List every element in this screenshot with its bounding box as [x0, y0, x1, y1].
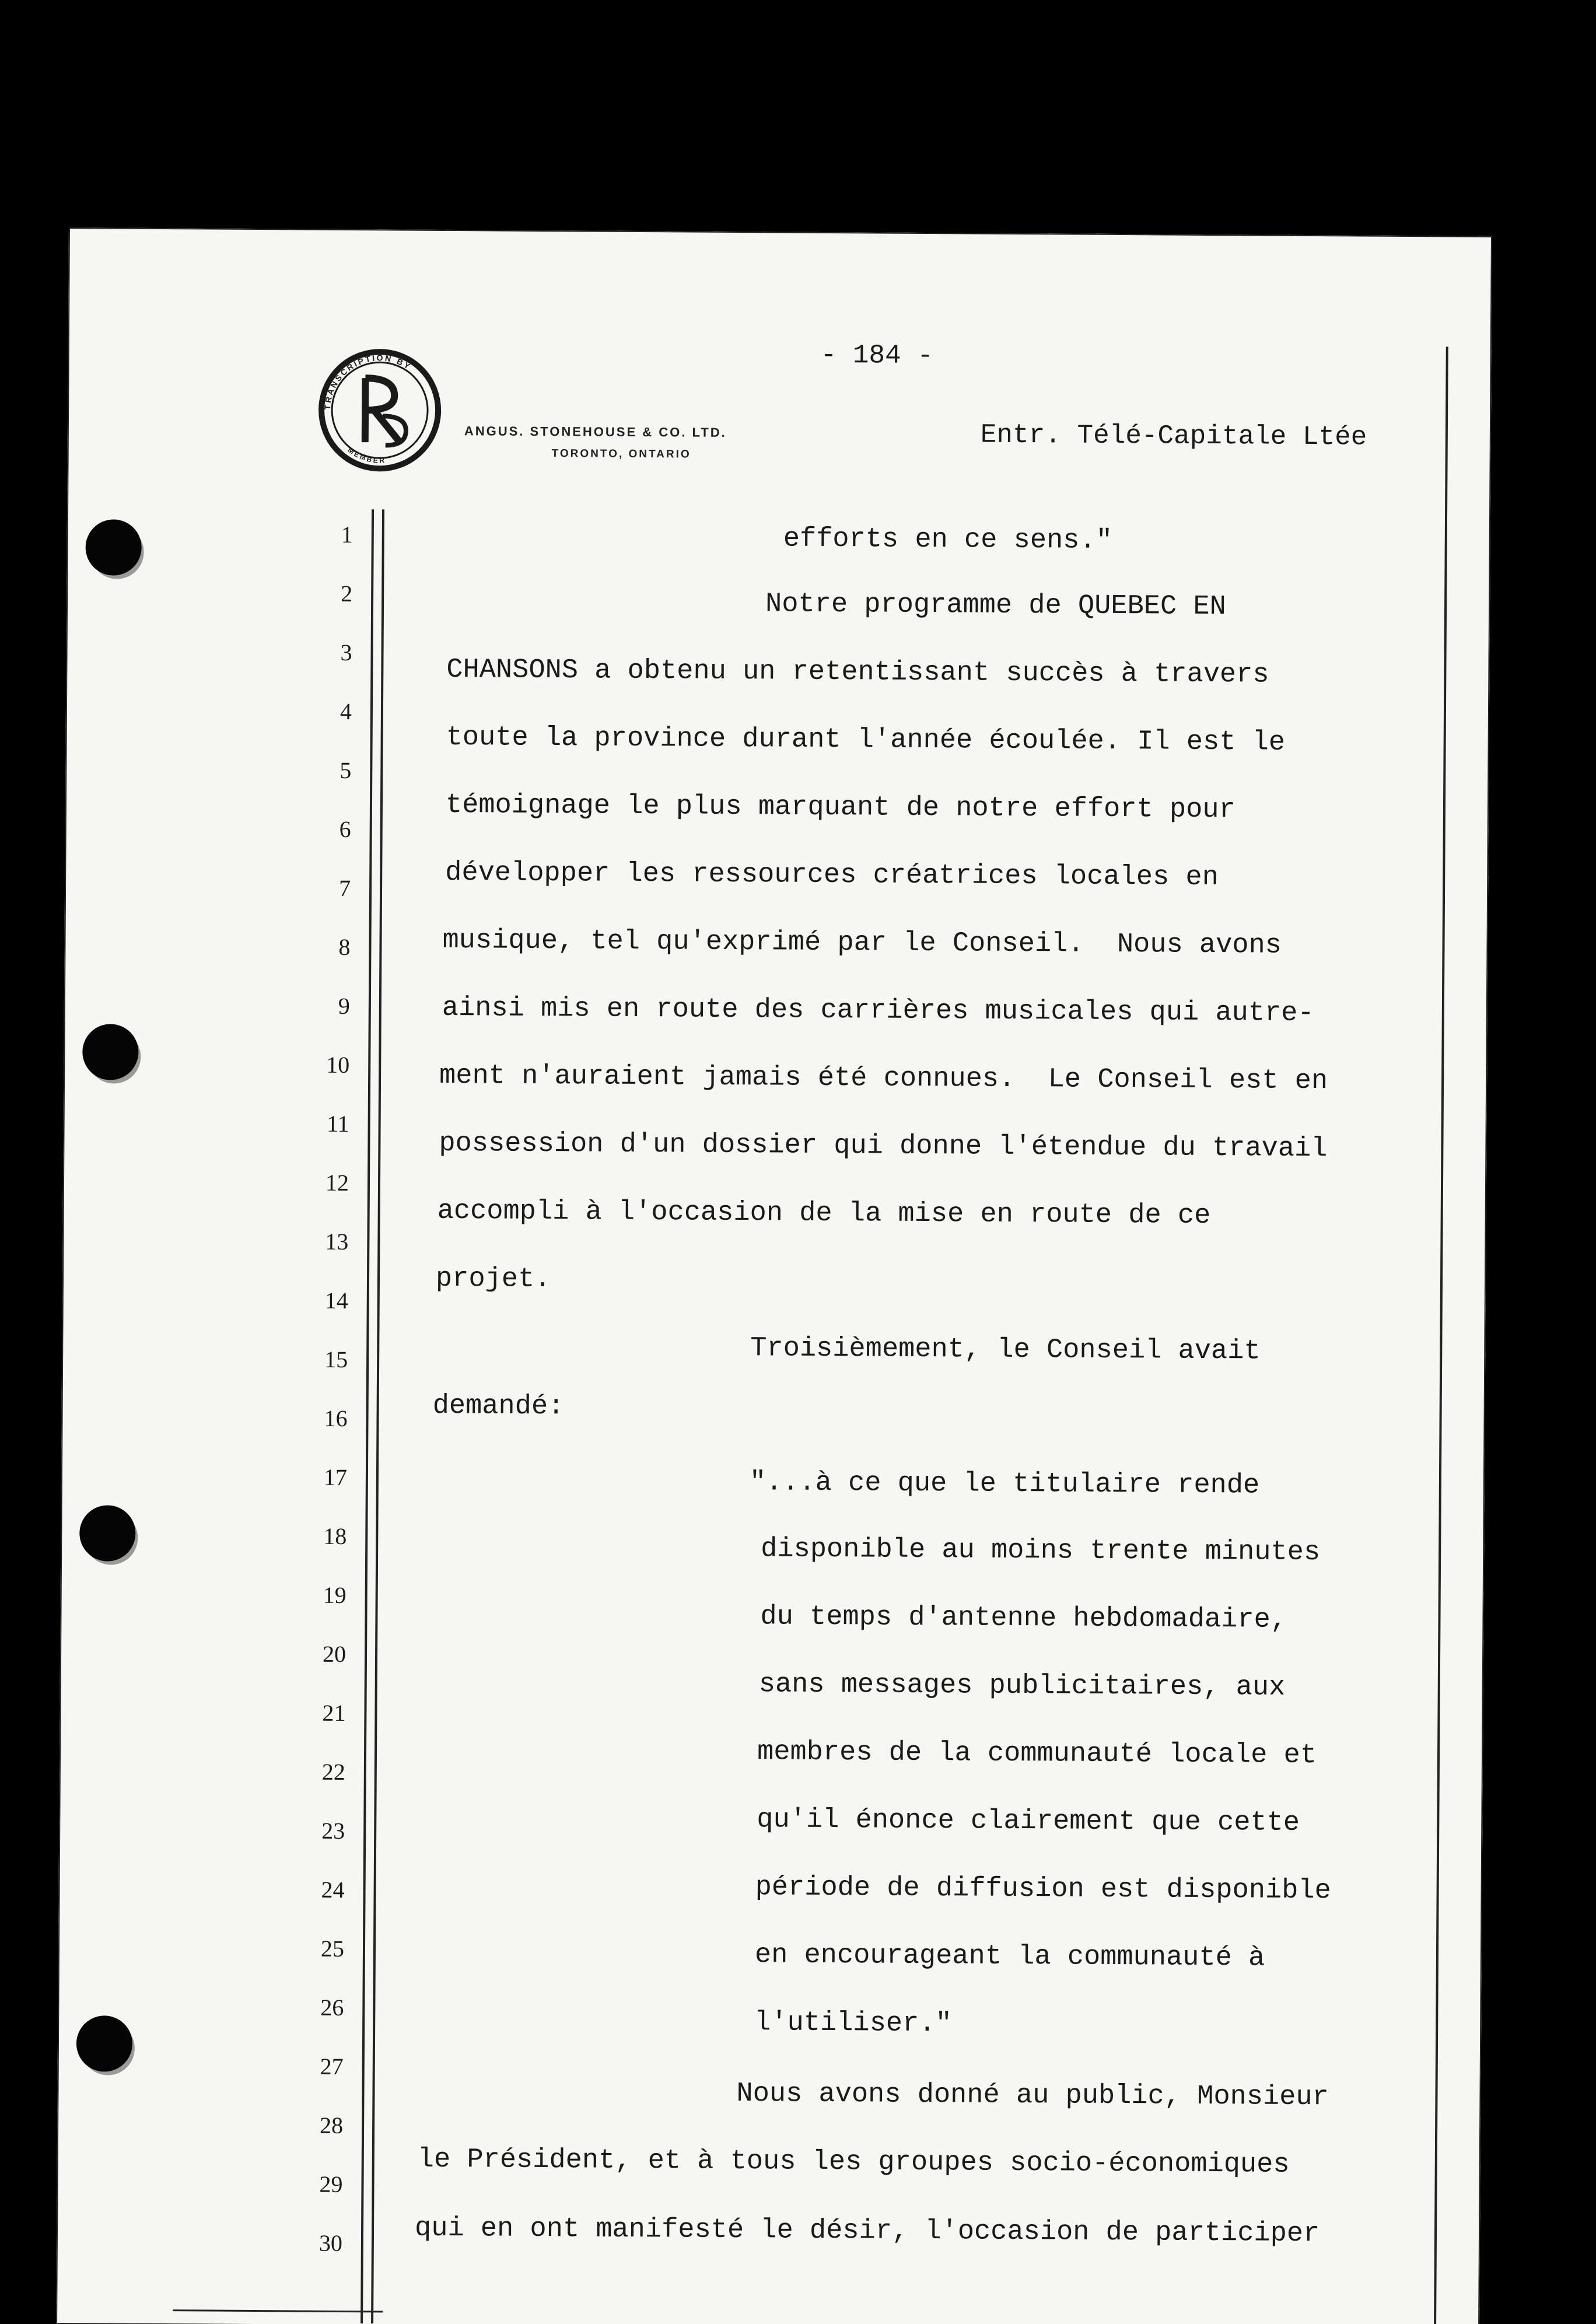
line-number: 21	[322, 1699, 346, 1726]
transcript-line: ment n'auraient jamais été connues. Le Conseil est en	[439, 1060, 1328, 1097]
line-number: 28	[319, 2112, 344, 2138]
line-number: 29	[319, 2171, 343, 2197]
transcript-line: l'utiliser."	[754, 2007, 952, 2040]
line-number: 8	[338, 933, 351, 960]
transcript-line: accompli à l'occasion de la mise en route de ce	[437, 1195, 1211, 1231]
case-title: Entr. Télé-Capitale Ltée	[980, 419, 1367, 453]
company-city: TORONTO, ONTARIO	[551, 447, 691, 461]
line-number: 6	[339, 816, 351, 842]
transcript-line: témoignage le plus marquant de notre effort pour	[445, 789, 1236, 826]
line-number: 5	[340, 757, 352, 783]
transcript-line: disponible au moins trente minutes	[761, 1534, 1321, 1569]
line-number: 14	[324, 1287, 348, 1314]
transcript-line: possession d'un dossier qui donne l'étendue du travail	[439, 1128, 1328, 1165]
line-number: 12	[325, 1169, 349, 1196]
transcript-line: ainsi mis en route des carrières musicales qui autre-	[442, 992, 1314, 1030]
page-number: - 184 -	[820, 340, 934, 372]
transcript-line: qu'il énonce clairement que cette	[757, 1804, 1300, 1839]
transcript-line: projet.	[435, 1263, 551, 1296]
binder-hole	[76, 2015, 133, 2072]
line-number: 24	[321, 1876, 345, 1903]
transcript-line: développer les ressources créatrices locales en	[445, 857, 1219, 894]
line-number: 23	[321, 1817, 345, 1844]
transcript-line: période de diffusion est disponible	[755, 1872, 1331, 1907]
line-number-column	[289, 520, 353, 2256]
transcript-line: CHANSONS a obtenu un retentissant succès à travers	[446, 654, 1269, 691]
line-number: 7	[338, 874, 351, 901]
transcript-line: sans messages publicitaires, aux	[758, 1669, 1286, 1703]
line-number: 27	[320, 2053, 344, 2080]
transcription-seal-logo	[312, 343, 447, 478]
line-number: 2	[341, 580, 353, 607]
line-number: 3	[340, 639, 352, 666]
transcript-line: musique, tel qu'exprimé par le Conseil. Nous avons	[442, 925, 1282, 961]
line-number: 30	[318, 2230, 343, 2256]
line-number: 9	[338, 992, 350, 1019]
svg-text:MEMBER: MEMBER	[346, 446, 387, 465]
line-number: 25	[320, 1935, 345, 1962]
transcript-line: "...à ce que le titulaire rende	[749, 1467, 1260, 1502]
transcript-line: qui en ont manifesté le désir, l'occasion de participer	[414, 2213, 1320, 2250]
transcript-line: du temps d'antenne hebdomadaire,	[760, 1601, 1287, 1636]
right-margin-rule	[1434, 346, 1448, 2324]
transcript-line: toute la province durant l'année écoulée. Il est le	[446, 722, 1286, 758]
line-number: 1	[341, 521, 353, 548]
transcript-line: efforts en ce sens."	[783, 523, 1113, 556]
line-number: 20	[322, 1640, 346, 1667]
line-number: 13	[325, 1228, 349, 1255]
line-number: 26	[320, 1994, 344, 2021]
transcript-line: Troisièmement, le Conseil avait	[750, 1333, 1261, 1367]
line-number: 18	[323, 1522, 347, 1549]
binder-hole	[85, 519, 142, 576]
line-number: 17	[323, 1464, 348, 1490]
svg-text:TRANSCRIPTION BY: TRANSCRIPTION BY	[322, 353, 414, 411]
line-number: 22	[321, 1758, 345, 1785]
transcript-line: en encourageant la communauté à	[754, 1940, 1265, 1974]
transcript-line: demandé:	[432, 1390, 565, 1423]
line-number: 10	[326, 1051, 350, 1078]
line-number: 4	[340, 698, 352, 724]
transcript-line: Notre programme de QUEBEC EN	[765, 589, 1226, 623]
transcript-line: Nous avons donné au public, Monsieur	[736, 2078, 1329, 2113]
line-number: 11	[326, 1110, 349, 1137]
transcript-page	[56, 228, 1492, 2324]
company-name: ANGUS. STONEHOUSE & CO. LTD.	[464, 424, 727, 440]
transcript-line: le Président, et à tous les groupes socio-économiques	[417, 2144, 1290, 2180]
line-number: 15	[324, 1346, 348, 1373]
left-margin-rule	[360, 509, 384, 2323]
binder-hole	[82, 1024, 139, 1080]
transcript-line: membres de la communauté locale et	[757, 1737, 1317, 1772]
bottom-rule	[173, 2309, 383, 2312]
line-number: 19	[323, 1581, 346, 1608]
line-number: 16	[324, 1405, 348, 1432]
binder-hole	[79, 1505, 136, 1562]
